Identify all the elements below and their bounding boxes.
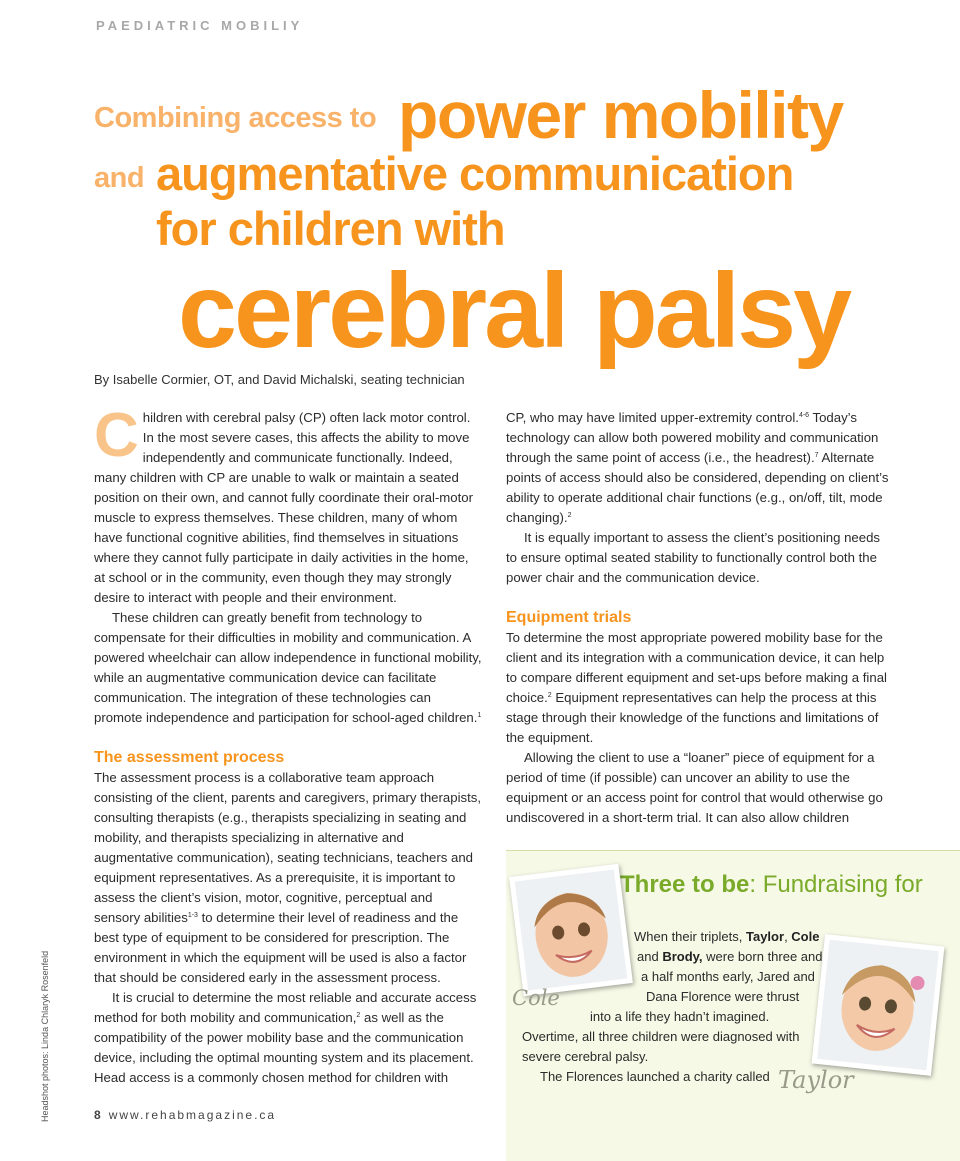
photo-cole xyxy=(509,864,633,997)
sidebar-line: a half months early, Jared and xyxy=(641,969,815,984)
paragraph-text: It is crucial to determine the most reliable and accurate access method for both mobility and communication, xyxy=(94,990,477,1025)
sidebar-title-rest: : Fundraising for xyxy=(749,871,923,898)
sidebar-line-text: were born three and xyxy=(702,949,823,964)
sidebar-line: Overtime, all three children were diagnosed with xyxy=(522,1029,800,1044)
sidebar-line-text: When their triplets, xyxy=(634,929,746,944)
byline: By Isabelle Cormier, OT, and David Michalski, seating technician xyxy=(94,372,465,387)
reference-mark: 2 xyxy=(567,512,572,519)
paragraph xyxy=(506,628,894,748)
paragraph xyxy=(94,608,482,728)
name-brody: Brody, xyxy=(662,949,703,964)
intro-text: hildren with cerebral palsy (CP) often lack motor control. In the most severe cases, this affects the ability to move independently and communicate functionally. Indeed, many children with CP are unable to walk or maintain a seated position on their own, and cannot fully coordinate their oral-motor muscle to express themselves. These children, many of whom have functional cognitive abilities, find themselves in situations where they cannot fully participate in daily activities in the home, at school or in the community, even though they may strongly desire to interact with people and their environment. xyxy=(94,410,473,605)
reference-mark: 1 xyxy=(477,712,482,719)
paragraph-text: These children can greatly benefit from technology to compensate for their difficulties in mobility and communication. A powered wheelchair can allow independence in functional mobility, while an augmentative communication device can facilitate communication. The integration of these technologies can promote independence and participation for school-aged children. xyxy=(94,610,482,725)
paragraph-text: Today’s technology can allow both powered mobility and communication through the same point of access (i.e., the headrest). xyxy=(506,410,879,465)
name-cole: Cole xyxy=(791,929,820,944)
paragraph-text: CP, who may have limited upper-extremity control. xyxy=(506,410,799,425)
sidebar-line: Dana Florence were thrust xyxy=(646,989,800,1004)
title-line-1a: Combining access to xyxy=(94,102,377,134)
sidebar-line xyxy=(634,927,819,947)
signature-cole: Cole xyxy=(512,986,560,1010)
title-line-3: for children with xyxy=(156,202,505,255)
reference-mark: 1-3 xyxy=(187,912,198,919)
photo-credit: Headshot photos: Linda Chlaryk Rosenfeld xyxy=(40,950,50,1122)
signature-taylor: Taylor xyxy=(778,1066,854,1094)
intro-paragraph xyxy=(94,401,482,608)
reference-mark: 4-6 xyxy=(798,412,810,419)
paragraph: It is equally important to assess the client’s positioning needs to ensure optimal seated stability to functionally control both the power chair and the communication device. xyxy=(506,530,881,585)
footer-url[interactable]: www.rehabmagazine.ca xyxy=(108,1108,277,1122)
sidebar-line: The Florences launched a charity called xyxy=(540,1069,770,1084)
sidebar-title-bold: Three to be xyxy=(620,871,750,898)
paragraph xyxy=(506,408,894,528)
right-column xyxy=(506,408,894,828)
paragraph-text: The assessment process is a collaborative team approach consisting of the client, parents and caregivers, primary therapists, consulting therapists (e.g., therapists specializing in seating and mobility, and therapists specializing in alternative and augmentative communication), seating technicians, teachers and equipment representatives. As a prerequisite, it is important to assess the client’s vision, motor, cognitive, perceptual and sensory abilities xyxy=(94,770,482,925)
page-footer xyxy=(94,1108,276,1122)
child-portrait-icon xyxy=(515,869,628,990)
paragraph-text: as well as the compatibility of the power mobility base and the communication device, including the optimal mounting system and its placement. Head access is a commonly chosen method for children with xyxy=(94,1010,474,1085)
section-header: PAEDIATRIC MOBILIY xyxy=(96,18,304,33)
page-number: 8 xyxy=(94,1108,101,1122)
paragraph-text: to determine their level of readiness and the best type of equipment to be considered for prescription. The environment in which the equipment will be used is also a factor that should be considered early in the assessment process. xyxy=(94,910,467,985)
article-title xyxy=(0,0,960,370)
paragraph-text: To determine the most appropriate powered mobility base for the client and its integration with a communication device, it can help to compare different equipment and set-ups before making a final choice. xyxy=(506,630,887,705)
title-line-2b: augmentative communication xyxy=(156,147,794,200)
reference-mark: 2 xyxy=(356,1012,361,1019)
sidebar-line: into a life they hadn’t imagined. xyxy=(590,1009,770,1024)
sidebar-line-text: , xyxy=(784,929,792,944)
paragraph-text: Alternate points of access should also be considered, depending on client’s ability to operate additional chair functions (e.g., on/off, tilt, mode changing). xyxy=(506,450,889,525)
heading-equipment-trials: Equipment trials xyxy=(506,609,632,626)
sidebar-line: severe cerebral palsy. xyxy=(522,1049,649,1064)
paragraph xyxy=(94,768,482,988)
name-taylor: Taylor xyxy=(746,929,785,944)
paragraph xyxy=(94,988,482,1088)
sidebar-line-text: and xyxy=(637,949,663,964)
reference-mark: 7 xyxy=(814,452,819,459)
heading-assessment: The assessment process xyxy=(94,749,285,766)
title-line-4: cerebral palsy xyxy=(178,252,850,370)
child-portrait-icon xyxy=(817,940,939,1071)
paragraph-text: Equipment representatives can help the process at this stage through their knowledge of the functions and limitations of the equipment. xyxy=(506,690,879,745)
left-column xyxy=(94,401,482,1088)
title-line-1b: power mobility xyxy=(398,78,843,152)
photo-taylor xyxy=(812,934,945,1076)
sidebar-line xyxy=(637,947,823,967)
sidebar-title xyxy=(620,871,923,899)
title-line-2a: and xyxy=(94,162,145,194)
drop-cap: C xyxy=(94,401,139,470)
paragraph: Allowing the client to use a “loaner” piece of equipment for a period of time (if possible) can uncover an ability to use the equipment or an access point for control that would otherwise go undiscovered in a short-term trial. It can also allow children xyxy=(506,750,883,825)
reference-mark: 2 xyxy=(547,692,552,699)
